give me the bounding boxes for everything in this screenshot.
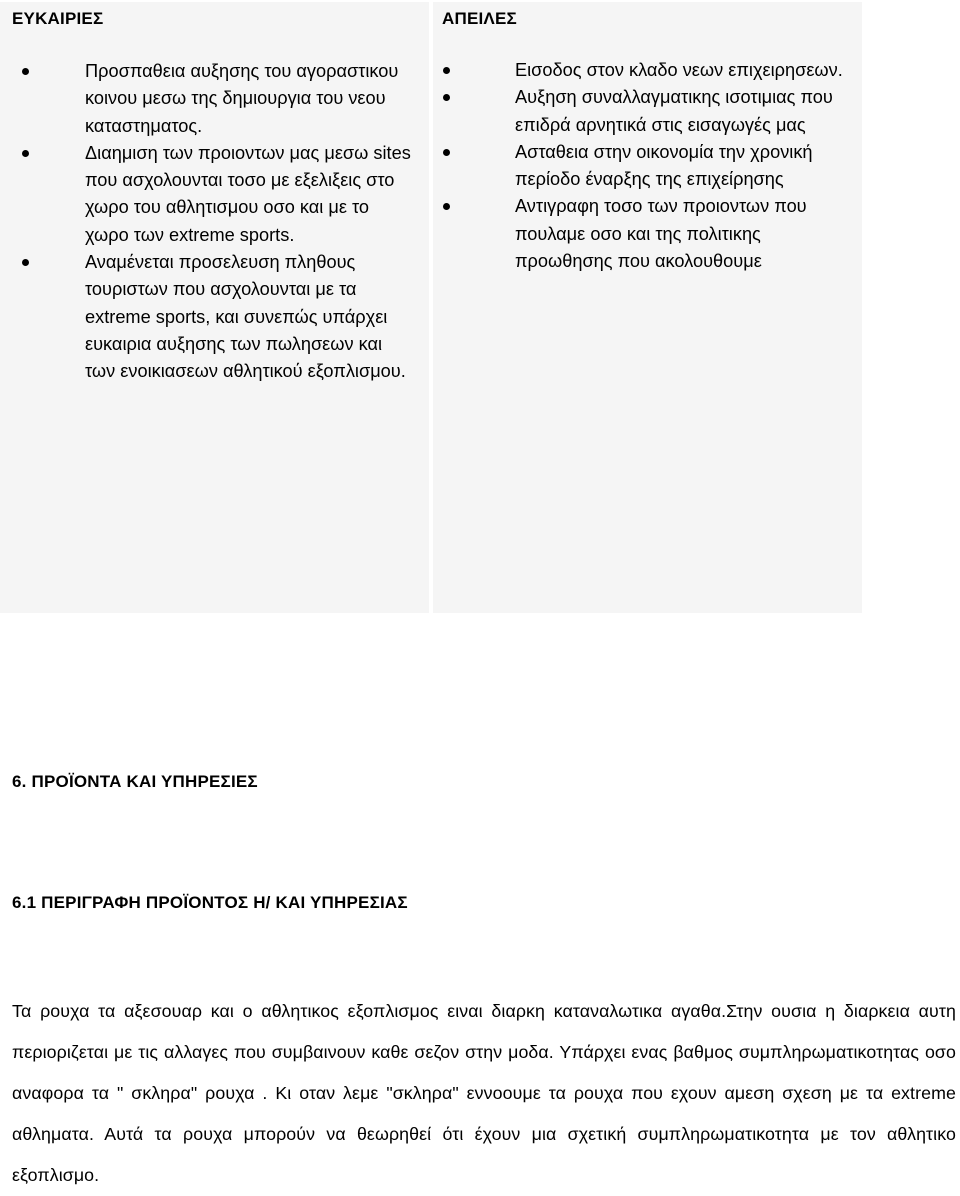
bullet-icon: [443, 67, 450, 74]
list-item-text: Εισοδος στον κλαδο νεων επιχειρησεων.: [515, 60, 843, 80]
bullet-icon: [443, 149, 450, 156]
list-item-text: Αναμένεται προσελευση πληθους τουριστων που ασχολουνται με τα extreme sports, και συνεπώς υπάρχει ευκαιρια αυξησης των πωλησεων και των ενοικιασεων αθλητικού εξοπλισμου.: [85, 252, 406, 382]
opportunities-box: [0, 2, 429, 613]
bullet-icon: [22, 259, 29, 266]
body-paragraph: Τα ρουχα τα αξεσουαρ και ο αθλητικος εξοπλισμος ειναι διαρκη καταναλωτικα αγαθα.Στην ουσια η διαρκεια αυτη περιοριζεται με τις αλλαγες που συμβαινουν καθε σεζον στην μοδα. Υπάρχει ενας βαθμος συμπληρωματικοτητας οσο αναφορα τα " σκληρα" ρουχα . Κι οταν λεμε "σκληρα" εννοουμε τα ρουχα που εχουν αμεση σχεση με τα extreme αθληματα. Αυτά τα ρουχα μπορούν να θεωρηθεί ότι έχουν μια σχετική συμπληρωματικοτητα με τον αθλητικο εξοπλισμο.: [12, 1001, 956, 1185]
subsection-heading: 6.1 ΠΕΡΙΓΡΑΦΗ ΠΡΟΪΟΝΤΟΣ Η/ ΚΑΙ ΥΠΗΡΕΣΙΑΣ: [12, 893, 408, 912]
list-item: [22, 249, 417, 385]
threats-box: [433, 2, 862, 613]
section-heading: 6. ΠΡΟΪΟΝΤΑ ΚΑΙ ΥΠΗΡΕΣΙΕΣ: [12, 772, 258, 791]
threats-list: [443, 57, 855, 275]
bullet-icon: [22, 150, 29, 157]
opportunities-list: [22, 58, 417, 386]
list-item: [443, 139, 855, 194]
list-item-text: Ασταθεια στην οικονομία την χρονική περίοδο έναρξης της επιχείρησης: [515, 141, 813, 190]
list-item-text: Διαημιση των προιοντων μας μεσω sites που ασχολουνται τοσο με εξελιξεις στο χωρο του αθλητισμου οσο και με το χωρο των extreme sports.: [85, 142, 411, 245]
list-item: [443, 193, 855, 275]
bullet-icon: [443, 203, 450, 210]
bullet-icon: [22, 68, 29, 75]
bullet-icon: [443, 94, 450, 101]
list-item: [22, 58, 417, 140]
list-item-text: Αυξηση συναλλαγματικης ισοτιμιας που επιδρά αρνητικά στις εισαγωγές μας: [515, 87, 833, 135]
list-item-text: Προσπαθεια αυξησης του αγοραστικου κοινου μεσω της δημιουργια του νεου καταστηματος.: [85, 61, 399, 136]
list-item: [443, 84, 855, 139]
opportunities-title: ΕΥΚΑΙΡΙΕΣ: [12, 9, 104, 28]
list-item-text: Αντιγραφη τοσο των προιοντων που πουλαμε οσο και της πολιτικης προωθησης που ακολουθουμε: [515, 196, 807, 272]
threats-title: ΑΠΕΙΛΕΣ: [442, 9, 517, 28]
list-item: [22, 140, 417, 249]
list-item: [443, 57, 855, 84]
